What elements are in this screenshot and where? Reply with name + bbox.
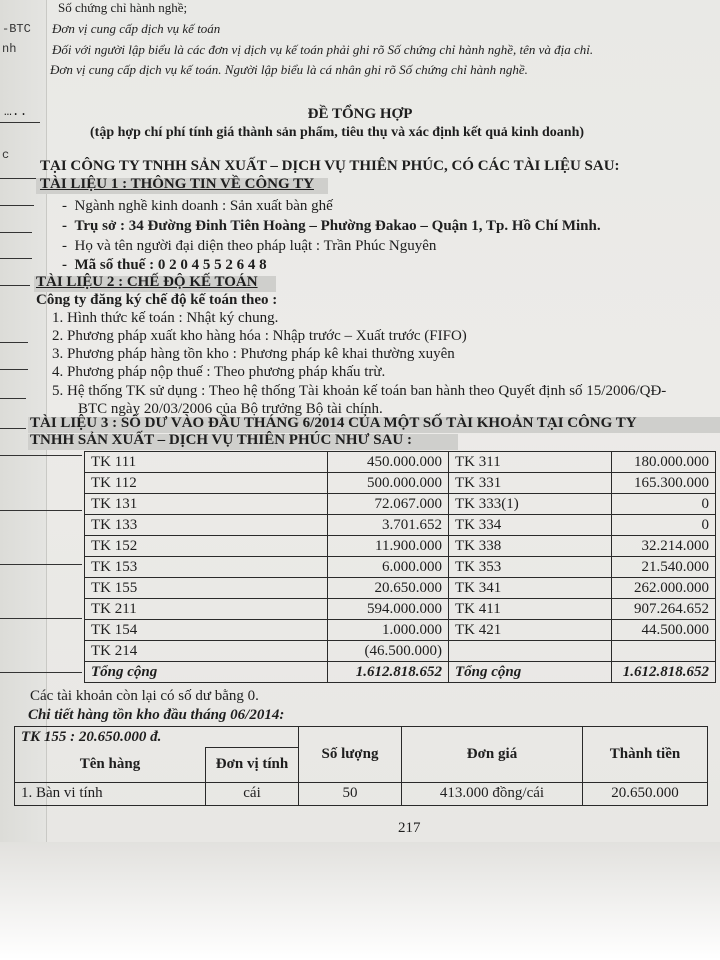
account-balance: 32.214.000 bbox=[612, 536, 716, 557]
account-code: TK 155 bbox=[85, 578, 328, 599]
section-title-doc3-cont: TNHH SẢN XUẤT – DỊCH VỤ THIÊN PHÚC NHƯ SAU : bbox=[30, 432, 412, 448]
section-title-doc2: TÀI LIỆU 2 : CHẾ ĐỘ KẾ TOÁN bbox=[36, 274, 258, 290]
table-row bbox=[85, 515, 716, 536]
account-code: TK 111 bbox=[85, 452, 328, 473]
table-row bbox=[85, 599, 716, 620]
list-item: - Ngành nghề kinh doanh : Sản xuất bàn ghế bbox=[62, 198, 333, 214]
list-item-text: Họ và tên người đại diện theo pháp luật : Trần Phúc Nguyên bbox=[74, 238, 437, 254]
list-item: - Mã số thuế : 0 2 0 4 5 5 2 6 4 8 bbox=[62, 257, 267, 273]
total-label: Tổng cộng bbox=[449, 662, 612, 683]
inventory-tk-label: TK 155 : 20.650.000 đ. bbox=[15, 727, 299, 748]
account-code: TK 338 bbox=[449, 536, 612, 557]
account-code: TK 211 bbox=[85, 599, 328, 620]
account-code: TK 133 bbox=[85, 515, 328, 536]
account-code: TK 341 bbox=[449, 578, 612, 599]
margin-dots: ….. bbox=[4, 104, 28, 119]
account-code: TK 311 bbox=[449, 452, 612, 473]
account-code: TK 154 bbox=[85, 620, 328, 641]
desk-background bbox=[0, 842, 720, 960]
balance-table bbox=[84, 451, 716, 683]
note-line: Đơn vị cung cấp dịch vụ kế toán bbox=[52, 21, 221, 36]
list-item-continuation: BTC ngày 20/03/2006 của Bộ trưởng Bộ tài chính. bbox=[78, 401, 383, 417]
column-header: Thành tiền bbox=[583, 727, 708, 783]
account-code: TK 411 bbox=[449, 599, 612, 620]
page-subtitle: (tập hợp chí phí tính giá thành sản phẩm, tiêu thụ và xác định kết quả kinh doanh) bbox=[90, 125, 585, 140]
account-balance: 500.000.000 bbox=[328, 473, 449, 494]
note-line: Đối với người lập biểu là các đơn vị dịch vụ kế toán phải ghi rõ Số chứng chỉ hành nghề, tên và địa chỉ. bbox=[52, 42, 594, 57]
list-item: 3. Phương pháp hàng tồn kho : Phương pháp kê khai thường xuyên bbox=[52, 346, 455, 362]
list-item-text: Mã số thuế : 0 2 0 4 5 5 2 6 4 8 bbox=[74, 257, 267, 273]
table-cell: 20.650.000 bbox=[583, 782, 708, 805]
account-code: TK 153 bbox=[85, 557, 328, 578]
list-item: 1. Hình thức kế toán : Nhật ký chung. bbox=[52, 310, 279, 326]
total-value: 1.612.818.652 bbox=[612, 662, 716, 683]
account-balance: 594.000.000 bbox=[328, 599, 449, 620]
section-title-doc3: TÀI LIỆU 3 : SỐ DƯ VÀO ĐẦU THÁNG 6/2014 CỦA MỘT SỐ TÀI KHOẢN TẠI CÔNG TY bbox=[30, 415, 637, 431]
account-balance: 0 bbox=[612, 494, 716, 515]
account-code bbox=[449, 641, 612, 662]
table-row bbox=[85, 641, 716, 662]
account-balance: 450.000.000 bbox=[328, 452, 449, 473]
account-code: TK 152 bbox=[85, 536, 328, 557]
margin-note: nh bbox=[2, 42, 17, 56]
table-row bbox=[85, 557, 716, 578]
account-code: TK 131 bbox=[85, 494, 328, 515]
list-item: 5. Hệ thống TK sử dụng : Theo hệ thống Tài khoản kế toán ban hành theo Quyết định số 15/2006/QĐ- bbox=[52, 383, 667, 399]
left-page-margin bbox=[0, 0, 47, 960]
note-line: Số chứng chỉ hành nghề; bbox=[58, 0, 188, 15]
account-balance: 6.000.000 bbox=[328, 557, 449, 578]
company-line: TẠI CÔNG TY TNHH SẢN XUẤT – DỊCH VỤ THIÊN PHÚC, CÓ CÁC TÀI LIỆU SAU: bbox=[40, 158, 620, 174]
account-code: TK 112 bbox=[85, 473, 328, 494]
balance-footnote: Các tài khoản còn lại có số dư bằng 0. bbox=[30, 688, 259, 704]
account-code: TK 421 bbox=[449, 620, 612, 641]
table-cell: 413.000 đồng/cái bbox=[402, 782, 583, 805]
account-balance: 907.264.652 bbox=[612, 599, 716, 620]
account-balance bbox=[612, 641, 716, 662]
account-code: TK 334 bbox=[449, 515, 612, 536]
total-value: 1.612.818.652 bbox=[328, 662, 449, 683]
section-intro: Công ty đăng ký chế độ kế toán theo : bbox=[36, 292, 278, 308]
account-balance: 20.650.000 bbox=[328, 578, 449, 599]
account-balance: 1.000.000 bbox=[328, 620, 449, 641]
inventory-title: Chi tiết hàng tồn kho đầu tháng 06/2014: bbox=[28, 707, 285, 723]
table-row bbox=[85, 473, 716, 494]
column-header: Tên hàng bbox=[15, 748, 206, 783]
list-item: 2. Phương pháp xuất kho hàng hóa : Nhập trước – Xuất trước (FIFO) bbox=[52, 328, 467, 344]
column-header: Đơn giá bbox=[402, 727, 583, 783]
note-line: Đơn vị cung cấp dịch vụ kế toán. Người lập biểu là cá nhân ghi rõ Số chứng chỉ hành nghề. bbox=[50, 62, 528, 77]
account-code: TK 333(1) bbox=[449, 494, 612, 515]
column-header: Đơn vị tính bbox=[206, 748, 299, 783]
account-balance: 72.067.000 bbox=[328, 494, 449, 515]
page-title: ĐỀ TỔNG HỢP bbox=[307, 106, 413, 122]
account-balance: 3.701.652 bbox=[328, 515, 449, 536]
table-cell: 1. Bàn vi tính bbox=[15, 782, 206, 805]
list-item: - Trụ sở : 34 Đường Đinh Tiên Hoàng – Phường Đakao – Quận 1, Tp. Hồ Chí Minh. bbox=[62, 218, 601, 234]
list-item: - Họ và tên người đại diện theo pháp luật : Trần Phúc Nguyên bbox=[62, 238, 437, 254]
table-row bbox=[85, 578, 716, 599]
account-balance: 44.500.000 bbox=[612, 620, 716, 641]
account-balance: 165.300.000 bbox=[612, 473, 716, 494]
table-row bbox=[85, 452, 716, 473]
account-balance: 21.540.000 bbox=[612, 557, 716, 578]
total-row bbox=[85, 662, 716, 683]
table-row bbox=[85, 494, 716, 515]
account-balance: 11.900.000 bbox=[328, 536, 449, 557]
page-number: 217 bbox=[398, 820, 421, 836]
table-cell: 50 bbox=[299, 782, 402, 805]
table-row bbox=[85, 536, 716, 557]
account-code: TK 331 bbox=[449, 473, 612, 494]
table-row bbox=[85, 620, 716, 641]
table-cell: cái bbox=[206, 782, 299, 805]
list-item: 4. Phương pháp nộp thuế : Theo phương pháp khấu trừ. bbox=[52, 364, 386, 380]
margin-note: -BTC bbox=[2, 22, 31, 36]
total-label: Tổng cộng bbox=[85, 662, 328, 683]
inventory-table bbox=[14, 726, 708, 806]
account-code: TK 353 bbox=[449, 557, 612, 578]
list-item-text: Trụ sở : 34 Đường Đinh Tiên Hoàng – Phường Đakao – Quận 1, Tp. Hồ Chí Minh. bbox=[74, 218, 601, 234]
account-code: TK 214 bbox=[85, 641, 328, 662]
account-balance: (46.500.000) bbox=[328, 641, 449, 662]
column-header: Số lượng bbox=[299, 727, 402, 783]
margin-note: c bbox=[2, 148, 10, 162]
section-title-doc1: TÀI LIỆU 1 : THÔNG TIN VỀ CÔNG TY bbox=[40, 176, 314, 192]
account-balance: 180.000.000 bbox=[612, 452, 716, 473]
list-item-text: Ngành nghề kinh doanh : Sản xuất bàn ghế bbox=[74, 198, 333, 214]
account-balance: 0 bbox=[612, 515, 716, 536]
account-balance: 262.000.000 bbox=[612, 578, 716, 599]
table-row bbox=[15, 782, 708, 805]
